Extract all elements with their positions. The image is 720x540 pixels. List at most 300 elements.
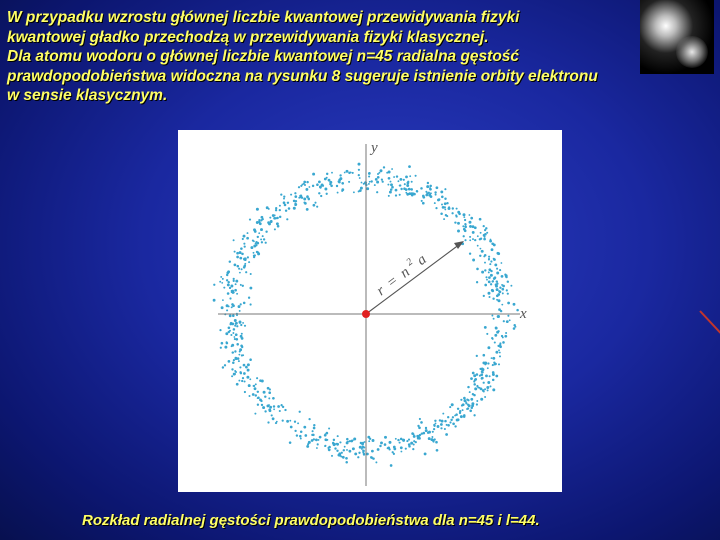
density-dot bbox=[472, 393, 474, 395]
density-dot bbox=[295, 200, 297, 202]
density-dot bbox=[294, 430, 296, 432]
density-dot bbox=[245, 366, 248, 369]
density-dot bbox=[253, 245, 256, 248]
density-dot bbox=[496, 283, 498, 285]
density-dot bbox=[506, 320, 509, 323]
density-dot bbox=[238, 360, 240, 362]
density-dot bbox=[484, 396, 486, 398]
density-dot bbox=[494, 263, 497, 266]
density-dot bbox=[276, 217, 278, 219]
density-dot bbox=[368, 172, 371, 175]
density-dot bbox=[480, 232, 482, 234]
density-dot bbox=[388, 195, 390, 197]
density-dot bbox=[260, 400, 262, 402]
density-dot bbox=[283, 195, 285, 197]
density-dot bbox=[235, 283, 237, 285]
density-dot bbox=[254, 413, 256, 415]
density-dot bbox=[390, 181, 392, 183]
density-dot bbox=[470, 217, 473, 220]
density-dot bbox=[434, 438, 436, 440]
density-dot bbox=[241, 346, 243, 348]
density-dot bbox=[427, 182, 429, 184]
density-dot bbox=[233, 280, 235, 282]
density-dot bbox=[444, 428, 446, 430]
density-dot bbox=[240, 247, 243, 250]
density-dot bbox=[434, 191, 436, 193]
density-dot bbox=[236, 293, 238, 295]
density-dot bbox=[297, 422, 299, 424]
density-dot bbox=[239, 366, 241, 368]
density-dot bbox=[295, 203, 297, 205]
density-dot bbox=[397, 439, 399, 441]
density-dot bbox=[396, 175, 398, 177]
density-dot bbox=[239, 348, 242, 351]
density-dot bbox=[244, 263, 246, 265]
density-dot bbox=[273, 217, 276, 220]
density-dot bbox=[425, 429, 428, 432]
density-dot bbox=[499, 352, 501, 354]
density-dot bbox=[395, 438, 397, 440]
density-dot bbox=[433, 425, 435, 427]
density-dot bbox=[370, 456, 372, 458]
density-dot bbox=[388, 177, 391, 180]
density-dot bbox=[474, 239, 476, 241]
density-dot bbox=[425, 427, 427, 429]
density-dot bbox=[233, 239, 235, 241]
density-dot bbox=[312, 430, 314, 432]
density-dot bbox=[472, 259, 475, 262]
density-dot bbox=[269, 409, 272, 412]
density-dot bbox=[484, 388, 486, 390]
density-dot bbox=[433, 441, 435, 443]
radial-density-figure bbox=[178, 130, 562, 492]
density-dot bbox=[486, 333, 488, 335]
density-dot bbox=[236, 383, 239, 386]
density-dot bbox=[219, 329, 221, 331]
density-dot bbox=[244, 257, 247, 260]
radius-label-r: r bbox=[373, 282, 389, 300]
density-dot bbox=[472, 372, 475, 375]
density-dot bbox=[369, 181, 371, 183]
density-dot bbox=[235, 357, 238, 360]
density-dot bbox=[495, 363, 497, 365]
density-dot bbox=[314, 202, 316, 204]
orbital-thumbnail-image bbox=[640, 0, 714, 74]
density-dot bbox=[298, 186, 300, 188]
density-dot bbox=[243, 243, 245, 245]
density-dot bbox=[293, 207, 296, 210]
density-dot bbox=[488, 292, 491, 295]
density-dot bbox=[239, 320, 242, 323]
density-dot bbox=[243, 364, 246, 367]
density-dot bbox=[279, 209, 281, 211]
density-dot bbox=[499, 269, 501, 271]
density-dot bbox=[274, 228, 276, 230]
density-dot bbox=[446, 424, 448, 426]
density-dot bbox=[490, 385, 492, 387]
density-dot bbox=[501, 275, 504, 278]
density-dot bbox=[279, 205, 281, 207]
density-dot bbox=[375, 461, 377, 463]
density-dot bbox=[312, 185, 314, 187]
density-dot bbox=[331, 455, 333, 457]
density-dot bbox=[402, 439, 405, 442]
density-dot bbox=[229, 315, 232, 318]
density-dot bbox=[346, 170, 349, 173]
density-dot bbox=[389, 191, 392, 194]
density-dot bbox=[234, 325, 236, 327]
density-dot bbox=[279, 410, 281, 412]
density-dot bbox=[471, 404, 474, 407]
density-dot bbox=[492, 379, 495, 382]
density-dot bbox=[454, 221, 456, 223]
density-dot bbox=[304, 434, 307, 437]
density-dot bbox=[502, 336, 504, 338]
density-dot bbox=[296, 434, 298, 436]
density-dot bbox=[312, 173, 315, 176]
density-dot bbox=[421, 432, 423, 434]
density-dot bbox=[494, 277, 496, 279]
density-dot bbox=[319, 436, 322, 439]
density-dot bbox=[427, 432, 429, 434]
density-dot bbox=[493, 318, 495, 320]
density-dot bbox=[222, 366, 224, 368]
density-dot bbox=[428, 437, 431, 440]
density-dot bbox=[492, 388, 495, 391]
density-dot bbox=[498, 363, 500, 365]
density-dot bbox=[489, 240, 492, 243]
density-dot bbox=[313, 424, 315, 426]
density-dot bbox=[253, 256, 255, 258]
density-dot bbox=[233, 278, 235, 280]
density-dot bbox=[502, 341, 505, 344]
density-dot bbox=[490, 274, 493, 277]
density-dot bbox=[367, 436, 370, 439]
density-dot bbox=[343, 449, 345, 451]
density-dot bbox=[391, 186, 394, 189]
density-dot bbox=[476, 355, 478, 357]
density-dot bbox=[306, 181, 308, 183]
density-dot bbox=[286, 420, 289, 423]
paragraph-line: prawdopodobieństwa widoczna na rysunku 8 sugeruje istnienie orbity elektronu bbox=[7, 67, 598, 85]
density-dot bbox=[231, 322, 234, 325]
density-dot bbox=[361, 182, 363, 184]
density-dot bbox=[486, 232, 488, 234]
density-dot bbox=[458, 213, 461, 216]
density-dot bbox=[459, 412, 461, 414]
decorative-line bbox=[699, 310, 720, 333]
density-dot bbox=[464, 223, 466, 225]
density-dot bbox=[476, 385, 478, 387]
density-dot bbox=[358, 169, 360, 171]
density-dot bbox=[275, 207, 277, 209]
density-dot bbox=[480, 398, 483, 401]
density-dot bbox=[303, 426, 306, 429]
density-dot bbox=[358, 452, 360, 454]
density-dot bbox=[240, 324, 242, 326]
radius-label-n: n bbox=[397, 264, 413, 282]
density-dot bbox=[318, 192, 320, 194]
density-dot bbox=[422, 202, 425, 205]
density-dot bbox=[436, 186, 439, 189]
density-dot bbox=[419, 418, 421, 420]
density-dot bbox=[495, 285, 498, 288]
density-dot bbox=[284, 409, 286, 411]
density-dot bbox=[457, 230, 460, 233]
density-dot bbox=[499, 355, 501, 357]
density-dot bbox=[456, 208, 458, 210]
density-dot bbox=[390, 183, 393, 186]
density-dot bbox=[248, 384, 251, 387]
density-dot bbox=[461, 404, 463, 406]
density-dot bbox=[226, 279, 228, 281]
density-dot bbox=[289, 441, 292, 444]
density-dot bbox=[451, 212, 453, 214]
density-dot bbox=[258, 219, 260, 221]
density-dot bbox=[493, 258, 496, 261]
density-dot bbox=[346, 449, 348, 451]
density-dot bbox=[479, 368, 481, 370]
density-dot bbox=[484, 269, 486, 271]
density-dot bbox=[506, 289, 508, 291]
density-dot bbox=[486, 279, 488, 281]
density-dot bbox=[248, 297, 250, 299]
density-dot bbox=[359, 189, 362, 192]
density-dot bbox=[441, 420, 444, 423]
density-dot bbox=[232, 332, 234, 334]
density-dot bbox=[239, 251, 242, 254]
density-dot bbox=[492, 364, 494, 366]
density-dot bbox=[294, 195, 297, 198]
density-dot bbox=[476, 373, 479, 376]
density-dot bbox=[405, 448, 407, 450]
density-dot bbox=[502, 292, 504, 294]
density-dot bbox=[447, 424, 450, 427]
density-dot bbox=[334, 447, 336, 449]
density-dot bbox=[306, 196, 308, 198]
density-dot bbox=[235, 280, 238, 283]
density-dot bbox=[501, 262, 503, 264]
density-dot bbox=[250, 246, 253, 249]
density-dot bbox=[255, 394, 257, 396]
density-dot bbox=[256, 208, 259, 211]
density-dot bbox=[304, 202, 307, 205]
density-dot bbox=[311, 434, 313, 436]
density-dot bbox=[239, 310, 241, 312]
density-dot bbox=[257, 252, 260, 255]
density-dot bbox=[341, 190, 343, 192]
density-dot bbox=[503, 320, 505, 322]
density-dot bbox=[469, 236, 471, 238]
density-dot bbox=[513, 303, 516, 306]
density-dot bbox=[358, 174, 360, 176]
density-dot bbox=[352, 172, 354, 174]
density-dot bbox=[405, 176, 408, 179]
density-dot bbox=[484, 229, 486, 231]
density-dot bbox=[241, 333, 243, 335]
density-dot bbox=[318, 181, 321, 184]
density-dot bbox=[305, 188, 308, 191]
density-dot bbox=[469, 225, 472, 228]
density-dot bbox=[477, 235, 479, 237]
density-dot bbox=[226, 341, 228, 343]
density-dot bbox=[488, 256, 490, 258]
density-dot bbox=[256, 377, 258, 379]
density-dot bbox=[393, 447, 396, 450]
density-dot bbox=[242, 377, 244, 379]
density-dot bbox=[497, 252, 500, 255]
density-dot bbox=[243, 372, 246, 375]
density-dot bbox=[303, 181, 306, 184]
density-dot bbox=[479, 238, 481, 240]
density-dot bbox=[331, 172, 333, 174]
density-dot bbox=[377, 448, 380, 451]
density-dot bbox=[440, 190, 443, 193]
density-dot bbox=[507, 280, 509, 282]
density-dot bbox=[276, 222, 279, 225]
density-dot bbox=[238, 268, 240, 270]
density-dot bbox=[274, 214, 276, 216]
density-dot bbox=[337, 444, 339, 446]
density-dot bbox=[484, 262, 486, 264]
density-dot bbox=[222, 299, 224, 301]
density-dot bbox=[359, 177, 361, 179]
density-dot bbox=[241, 268, 243, 270]
density-dot bbox=[232, 361, 235, 364]
density-dot bbox=[390, 464, 393, 467]
density-dot bbox=[483, 354, 486, 357]
density-dot bbox=[483, 382, 485, 384]
density-dot bbox=[446, 202, 448, 204]
density-dot bbox=[464, 229, 467, 232]
density-dot bbox=[272, 417, 275, 420]
density-dot bbox=[324, 434, 327, 437]
density-dot bbox=[435, 441, 438, 444]
density-dot bbox=[479, 218, 482, 221]
density-dot bbox=[467, 386, 469, 388]
density-dot bbox=[496, 280, 498, 282]
density-dot bbox=[418, 437, 420, 439]
density-dot bbox=[507, 302, 510, 305]
density-dot bbox=[243, 302, 246, 305]
density-dot bbox=[400, 438, 403, 441]
density-dot bbox=[480, 248, 482, 250]
density-dot bbox=[389, 441, 392, 444]
nucleus-dot bbox=[362, 310, 370, 318]
density-dot bbox=[247, 363, 250, 366]
density-dot bbox=[268, 391, 271, 394]
density-dot bbox=[403, 187, 406, 190]
density-dot bbox=[507, 315, 509, 317]
density-dot bbox=[485, 276, 487, 278]
density-dot bbox=[462, 225, 464, 227]
density-dot bbox=[353, 438, 356, 441]
density-dot bbox=[490, 283, 492, 285]
density-dot bbox=[231, 345, 233, 347]
density-dot bbox=[239, 272, 241, 274]
density-dot bbox=[228, 360, 231, 363]
density-dot bbox=[345, 461, 348, 464]
density-dot bbox=[336, 185, 338, 187]
density-dot bbox=[379, 445, 381, 447]
density-dot bbox=[384, 443, 387, 446]
radius-label-a: a bbox=[414, 251, 430, 269]
density-dot bbox=[273, 408, 275, 410]
density-dot bbox=[253, 385, 255, 387]
density-dot bbox=[213, 284, 215, 286]
density-dot bbox=[219, 281, 221, 283]
density-dot bbox=[338, 454, 341, 457]
density-dot bbox=[452, 207, 454, 209]
density-dot bbox=[410, 188, 413, 191]
density-dot bbox=[400, 188, 402, 190]
density-dot bbox=[300, 430, 303, 433]
density-dot bbox=[265, 242, 267, 244]
density-dot bbox=[304, 184, 306, 186]
density-dot bbox=[375, 178, 378, 181]
density-dot bbox=[358, 163, 361, 166]
density-dot bbox=[420, 187, 423, 190]
density-dot bbox=[488, 276, 491, 279]
density-dot bbox=[257, 404, 259, 406]
density-dot bbox=[333, 439, 335, 441]
density-dot bbox=[413, 435, 416, 438]
density-dot bbox=[290, 426, 293, 429]
density-dot bbox=[431, 436, 433, 438]
density-dot bbox=[470, 377, 473, 380]
density-dot bbox=[320, 195, 322, 197]
density-dot bbox=[495, 351, 498, 354]
density-dot bbox=[231, 368, 233, 370]
density-dot bbox=[460, 415, 463, 418]
density-dot bbox=[469, 239, 471, 241]
density-dot bbox=[263, 238, 265, 240]
density-dot bbox=[238, 380, 240, 382]
density-dot bbox=[436, 449, 439, 452]
density-dot bbox=[483, 295, 485, 297]
density-dot bbox=[424, 452, 427, 455]
density-dot bbox=[316, 447, 318, 449]
density-dot bbox=[262, 406, 265, 409]
density-dot bbox=[245, 271, 247, 273]
density-dot bbox=[368, 175, 370, 177]
density-dot bbox=[435, 422, 437, 424]
density-dot bbox=[457, 408, 459, 410]
density-dot bbox=[250, 303, 252, 305]
density-dot bbox=[360, 442, 362, 444]
density-dot bbox=[484, 326, 487, 329]
density-dot bbox=[223, 287, 225, 289]
density-dot bbox=[240, 284, 242, 286]
density-dot bbox=[432, 431, 434, 433]
density-dot bbox=[242, 322, 244, 324]
density-dot bbox=[299, 435, 302, 438]
density-dot bbox=[476, 403, 478, 405]
density-dot bbox=[329, 446, 331, 448]
density-dot bbox=[377, 173, 379, 175]
density-dot bbox=[413, 193, 416, 196]
density-dot bbox=[495, 375, 498, 378]
density-dot bbox=[299, 411, 301, 413]
density-dot bbox=[256, 242, 259, 245]
density-dot bbox=[363, 453, 365, 455]
density-dot bbox=[221, 306, 224, 309]
density-dot bbox=[249, 287, 252, 290]
density-dot bbox=[440, 423, 443, 426]
density-dot bbox=[504, 335, 507, 338]
density-dot bbox=[441, 204, 443, 206]
density-dot bbox=[277, 225, 280, 228]
